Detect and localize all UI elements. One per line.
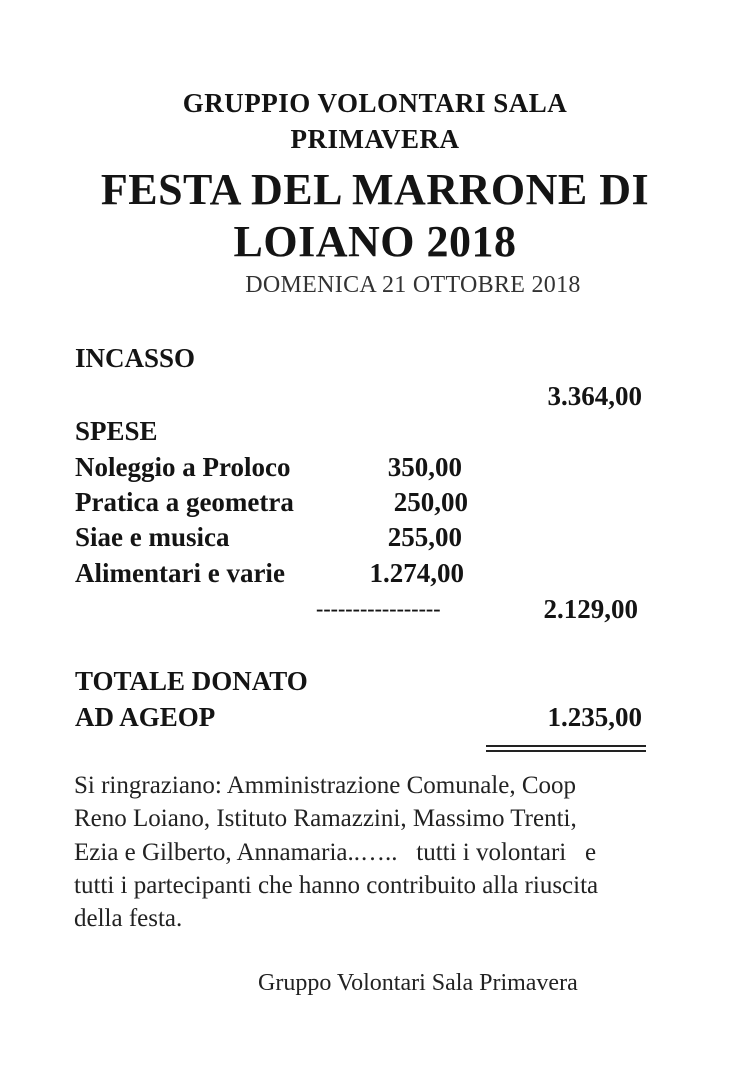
spese-item-label: Noleggio a Proloco <box>75 452 291 482</box>
thanks-line: tutti i partecipanti che hanno contribuito alla riuscita <box>74 872 599 899</box>
event-title-line2: LOIANO 2018 <box>233 217 517 266</box>
spese-item-amount: 255,00 <box>387 522 462 552</box>
totale-label-line2: AD AGEOP <box>75 702 216 732</box>
spese-label: SPESE <box>75 416 158 446</box>
totale-label-line1: TOTALE DONATO <box>75 666 308 696</box>
thanks-line: Ezia e Gilberto, Annamaria..….. tutti i volontari e <box>74 839 597 866</box>
spese-item-amount: 350,00 <box>387 452 462 482</box>
thanks-line: della festa. <box>74 905 183 932</box>
incasso-amount: 3.364,00 <box>547 381 642 411</box>
event-date: DOMENICA 21 OTTOBRE 2018 <box>245 272 581 298</box>
thanks-line: Reno Loiano, Istituto Ramazzini, Massimo Trenti, <box>74 805 577 832</box>
signature: Gruppo Volontari Sala Primavera <box>258 970 578 996</box>
incasso-label: INCASSO <box>75 343 196 373</box>
spese-item-label: Alimentari e varie <box>75 558 285 588</box>
double-underline <box>486 745 646 752</box>
totale-amount: 1.235,00 <box>547 702 642 732</box>
spese-item-amount: 250,00 <box>393 487 468 517</box>
event-title-line1: FESTA DEL MARRONE DI <box>100 165 650 214</box>
spese-total: 2.129,00 <box>543 594 638 624</box>
spese-item-label: Siae e musica <box>75 522 230 552</box>
spese-item-amount: 1.274,00 <box>369 558 464 588</box>
thanks-line: Si ringraziano: Amministrazione Comunale, Coop <box>74 772 577 799</box>
organization-name-line2: PRIMAVERA <box>290 124 460 154</box>
organization-name-line1: GRUPPIO VOLONTARI SALA <box>182 88 568 118</box>
spese-item-label: Pratica a geometra <box>75 487 294 517</box>
spese-separator: ----------------- <box>316 596 441 621</box>
